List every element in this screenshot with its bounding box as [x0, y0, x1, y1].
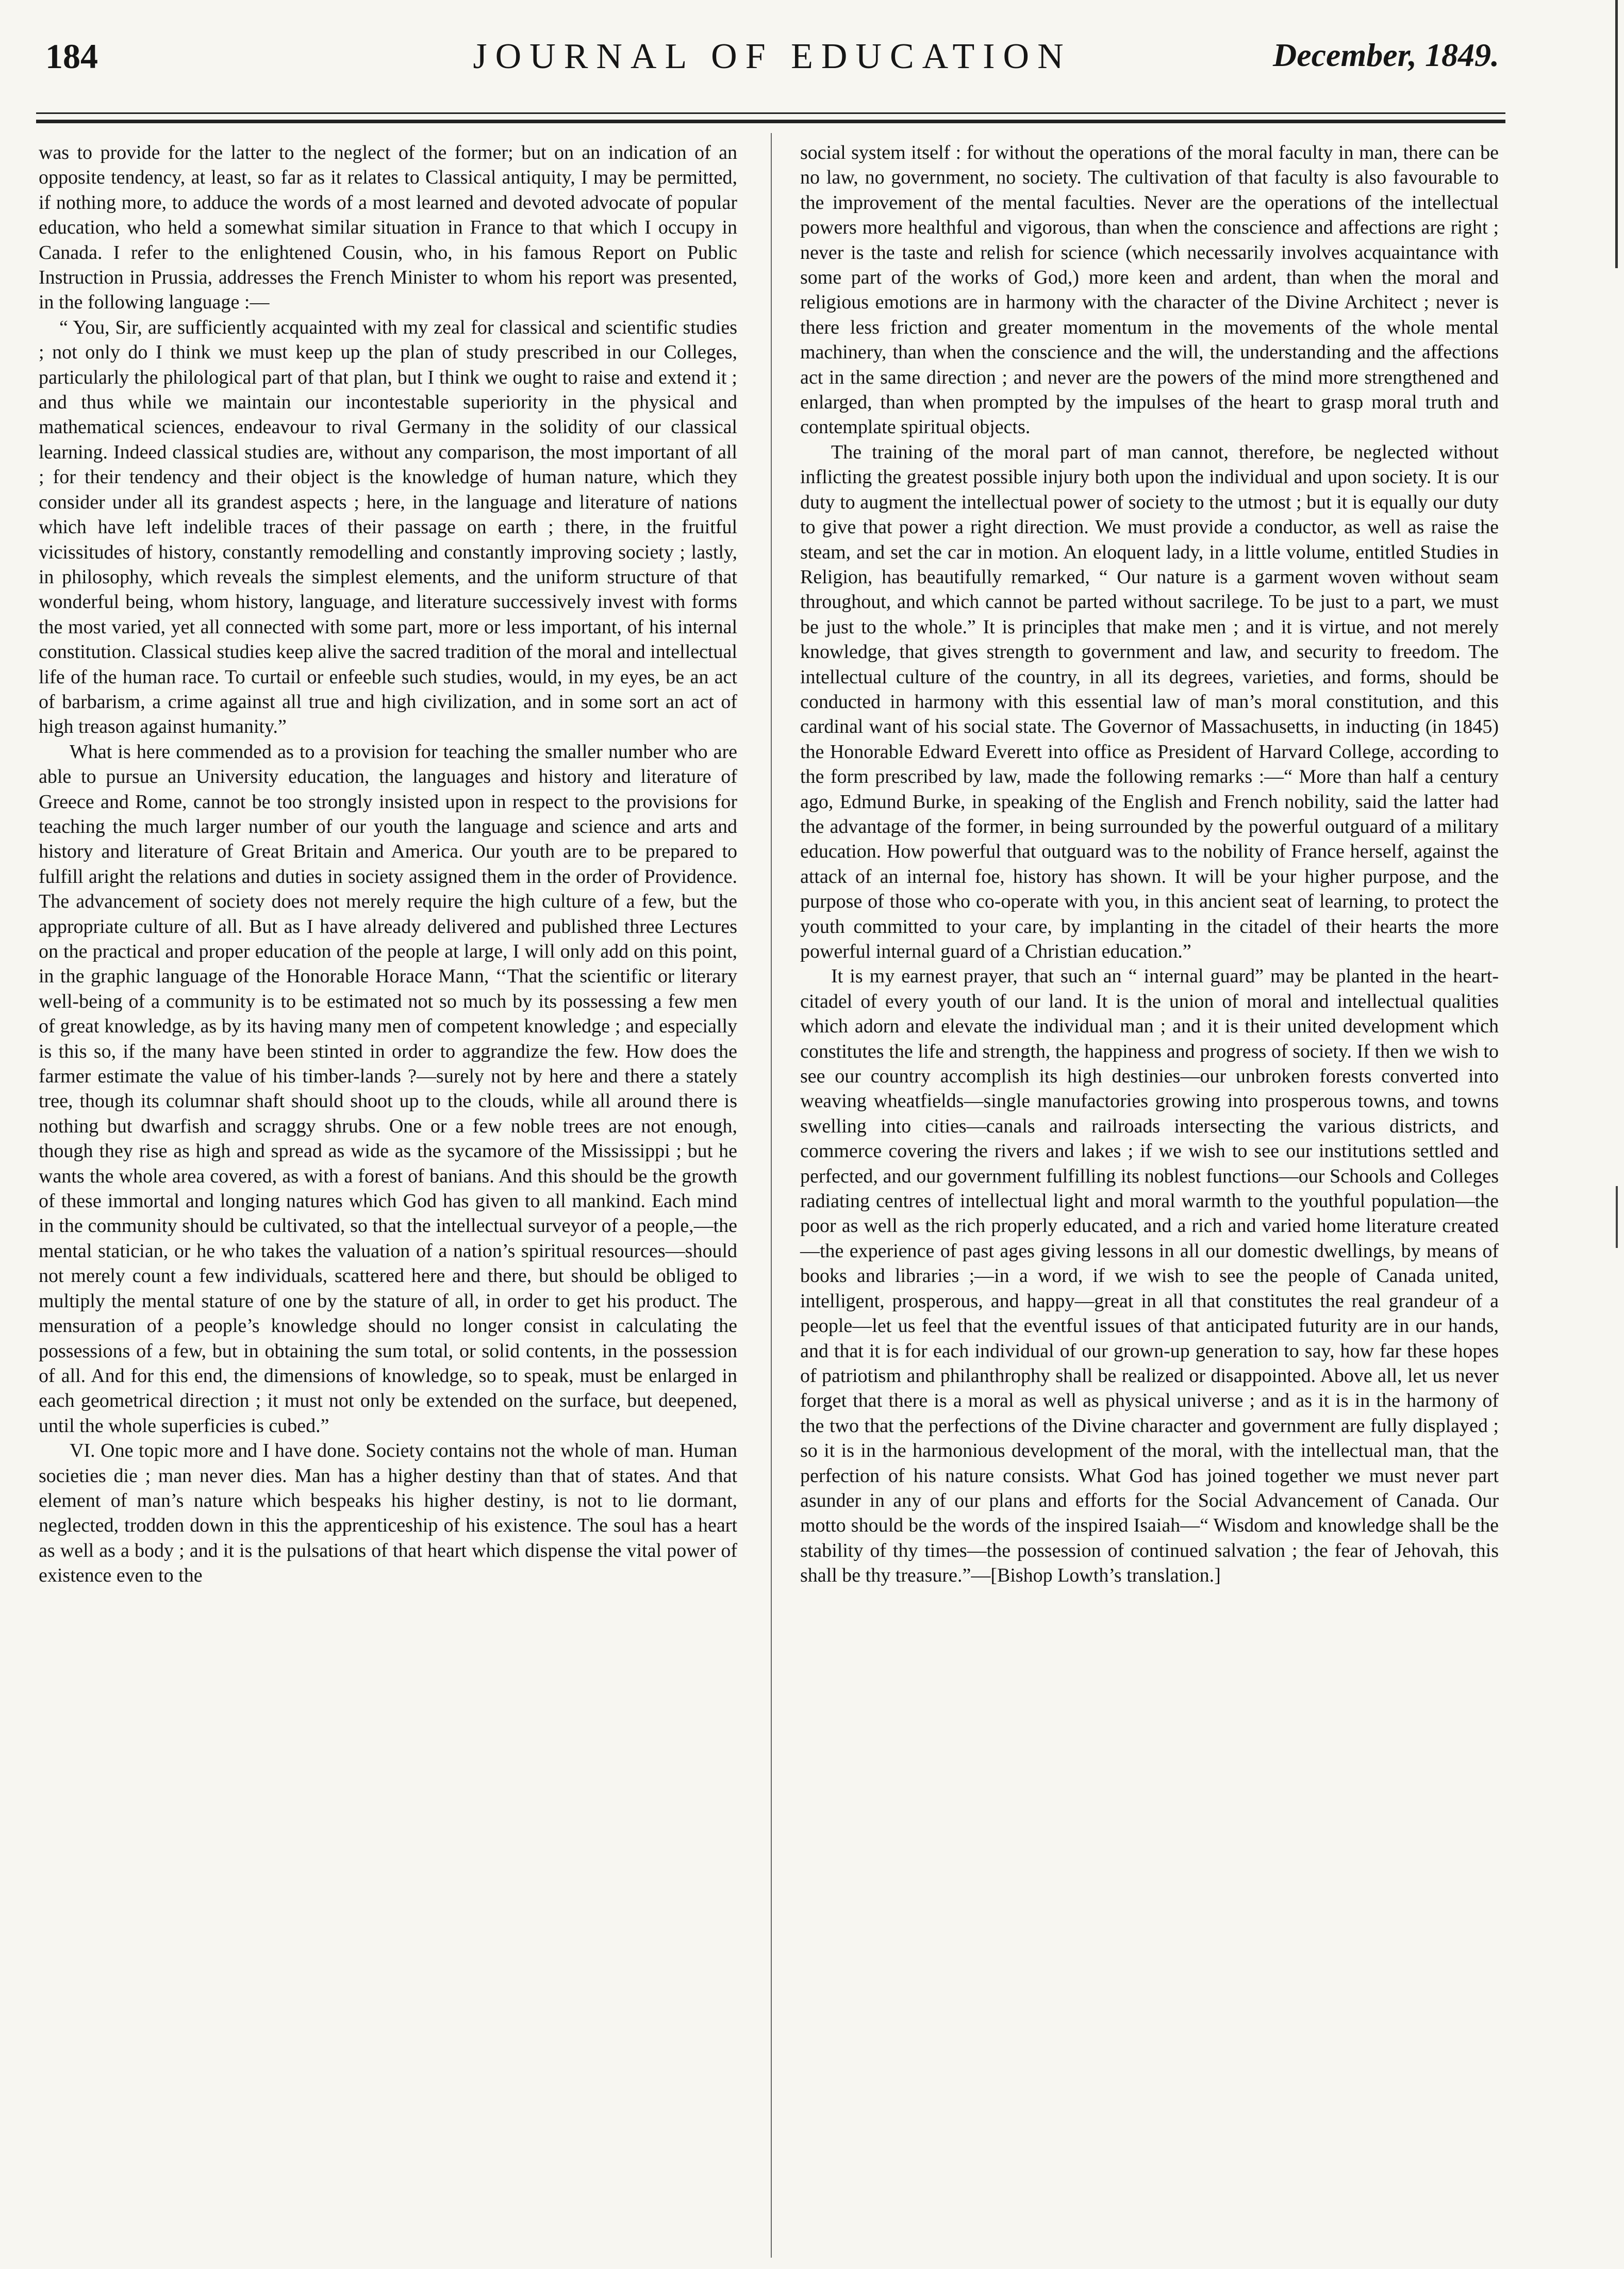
issue-date: December, 1849.	[1273, 37, 1499, 73]
right-paragraph-3: It is my earnest prayer, that such an “ internal guard” may be planted in the heart-citadel of every youth of our land. It is the union of moral and intellectual qualities which adorn and elevate the individual man ; and it is their united development which constitutes the life and strength, the happiness and progress of society. If then we wish to see our country accomplish its high destinies—our unbroken forests converted into weaving wheatfields—single manufactories growing into prosperous towns, and towns swelling into cities—canals and railroads intersecting the various districts, and commerce covering the rivers and lakes ; if we wish to see our institutions settled and perfected, and our government fulfilling its noblest functions—our Schools and Colleges radiating centres of intellectual light and moral warmth to the youthful population—the poor as well as the rich properly educated, and a rich and varied home literature created—the experience of past ages giving lessons in all our domestic dwellings, by means of books and libraries ;—in a word, if we wish to see the people of Canada united, intelligent, prosperous, and happy—great in all that constitutes the real grandeur of a people—let us feel that the eventful issues of that anticipated futurity are in our hands, and that it is for each individual of our grown-up generation to say, how far these hopes of patriotism and philanthrophy shall be realized or disappointed. Above all, let us never forget that there is a moral as well as physical universe ; and as it is in the harmony of the two that the perfections of the Divine character and government are fully displayed ; so it is in the harmonious development of the moral, with the intellectual man, that the perfection of his nature consists. What God has joined together we must never part asunder in any of our plans and efforts for the Social Advancement of Canada. Our motto should be the words of the inspired Isaiah—“ Wisdom and knowledge shall be the stability of thy times—the possession of continued salvation ; the fear of Jehovah, this shall be thy treasure.”—[Bishop Lowth’s translation.]	[800, 965, 1499, 1587]
right-paragraph-1: social system itself : for without the operations of the moral faculty in man, there can be no law, no government, no society. The cultivation of that faculty is also favourable to the improvement of the mental faculties. Never are the operations of the intellectual powers more healthful and vigorous, than when the conscience and affections are right ; never is the taste and relish for science (which necessarily involves acquaintance with some part of the works of God,) more keen and ardent, than when the moral and religious emotions are in harmony with the character of the Divine Architect ; never is there less friction and greater momentum in the movements of the whole mental machinery, than when the conscience and the will, the understanding and the affections act in the same direction ; and never are the powers of the mind more strengthened and enlarged, than when prompted by the impulses of the heart to grasp moral truth and contemplate spiritual objects.	[800, 142, 1499, 438]
section-vi-paragraph: VI. One topic more and I have done. Society contains not the whole of man. Human societies die ; man never dies. Man has a higher destiny than that of states. And that element of man’s nature which bespeaks his higher destiny, is not to lie dormant, neglected, trodden down in this the apprenticeship of his existence. The soul has a heart as well as a body ; and it is the pulsations of that heart which dispense the vital power of existence even to the	[39, 1440, 737, 1587]
left-paragraph-3: What is here commended as to a provision for teaching the smaller number who are able to pursue an University education, the languages and history and literature of Greece and Rome, cannot be too strongly insisted upon in respect to the provisions for teaching the much larger number of our youth the language and science and arts and history and literature of Great Britain and America. Our youth are to be prepared to fulfill aright the relations and duties in society assigned them in the order of Providence. The advancement of society does not merely require the high culture of a few, but the appropriate culture of all. But as I have already delivered and published three Lectures on the practical and proper education of the people at large, I will only add on this point, in the graphic language of the Honorable Horace Mann, ‘‘That the scientific or literary well-being of a community is to be estimated not so much by its possessing a few men of great knowledge, as by its having many men of competent knowledge ; and especially is this so, if the many have been stinted in order to aggrandize the few. How does the farmer estimate the value of his timber-lands ?—surely not by here and there a stately tree, though its columnar shaft should shoot up to the clouds, while all around there is nothing but dwarfish and scraggy shrubs. One or a few noble trees are not enough, though they rise as high and spread as wide as the sycamore of the Mississippi ; but he wants the whole area covered, as with a forest of banians. And this should be the growth of these immortal and longing natures which God has given to all mankind. Each mind in the community should be cultivated, so that the intellectual surveyor of a people,—the mental statician, or he who takes the valuation of a nation’s spiritual resources—should not merely count a few individuals, scattered here and there, but should be obliged to multiply the mental stature of one by the stature of all, in order to get his product. The mensuration of a people’s knowledge should no longer consist in calculating the possessions of a few, but in obtaining the sum total, or solid contents, in the possession of all. And for this end, the dimensions of knowledge, so to speak, must be enlarged in each geometrical direction ; it must not only be extended on the surface, but deepened, until the whole superficies is cubed.”	[39, 741, 737, 1437]
right-column	[800, 140, 1499, 1588]
page-number: 184	[45, 37, 98, 76]
page-edge-mark	[1615, 0, 1618, 268]
left-column	[39, 140, 737, 1588]
page-edge-mark-lower	[1616, 1186, 1618, 1248]
cousin-quotation: “ You, Sir, are sufficiently acquainted with my zeal for classical and scientific studies ; not only do I think we must keep up the plan of study prescribed in our Colleges, particularly the philological part of that plan, but I think we ought to raise and extend it ; and thus while we maintain our incontestable superiority in the physical and mathematical sciences, endeavour to rival Germany in the solidity of our classical learning. Indeed classical studies are, without any comparison, the most important of all ; for their tendency and their object is the knowledge of human nature, which they consider under all its grandest aspects ; here, in the language and literature of nations which have left indelible traces of their passage on earth ; there, in the fruitful vicissitudes of history, constantly remodelling and constantly improving society ; lastly, in philosophy, which reveals the simplest elements, and the uniform structure of that wonderful being, whom history, language, and literature successively invest with forms the most varied, yet all connected with some part, more or less important, of his internal constitution. Classical studies keep alive the sacred tradition of the moral and intellectual life of the human race. To curtail or enfeeble such studies, would, in my eyes, be an act of barbarism, a crime against all true and high civilization, and in some sort an act of high treason against humanity.”	[39, 316, 737, 738]
right-paragraph-2: The training of the moral part of man cannot, therefore, be neglected without inflicting the greatest possible injury both upon the individual and upon society. It is our duty to augment the intellectual power of society to the utmost ; but it is equally our duty to give that power a right direction. We must provide a conductor, as well as raise the steam, and set the car in motion. An eloquent lady, in a little volume, entitled Studies in Religion, has beautifully remarked, “ Our nature is a garment woven without seam throughout, and which cannot be parted without sacrilege. To be just to a part, we must be just to the whole.” It is principles that make men ; and it is virtue, and not merely knowledge, that gives strength to government and law, and security to freedom. The intellectual culture of the country, in all its degrees, varieties, and forms, should be conducted in harmony with this essential law of man’s moral constitution, and this cardinal want of his social state. The Governor of Massachusetts, in inducting (in 1845) the Honorable Edward Everett into office as President of Harvard College, according to the form prescribed by law, made the following remarks :—“ More than half a century ago, Edmund Burke, in speaking of the English and French nobility, said the latter had the advantage of the former, in being surrounded by the powerful outguard of a military education. How powerful that outguard was to the nobility of France herself, against the attack of an internal foe, history has shown. It will be your higher purpose, and the purpose of those who co-operate with you, in this ancient seat of learning, to protect the youth committed to your care, by implanting in the citadel of their hearts the more powerful internal guard of a Christian education.”	[800, 441, 1499, 962]
header-rule-thick	[36, 120, 1505, 123]
journal-title: JOURNAL OF EDUCATION	[473, 37, 1072, 76]
left-paragraph-1: was to provide for the latter to the neglect of the former; but on an indication of an opposite tendency, at least, so far as it relates to Classical antiquity, I may be permitted, if nothing more, to adduce the words of a most learned and devoted advocate of popular education, who held a somewhat similar situation in France to that which I occupy in Canada. I refer to the enlightened Cousin, who, in his famous Report on Public Instruction in Prussia, addresses the French Minister to whom his report was presented, in the following language :—	[39, 142, 737, 314]
column-divider	[771, 133, 772, 2258]
header-rule-thin	[36, 112, 1505, 114]
page-header	[45, 36, 1499, 93]
